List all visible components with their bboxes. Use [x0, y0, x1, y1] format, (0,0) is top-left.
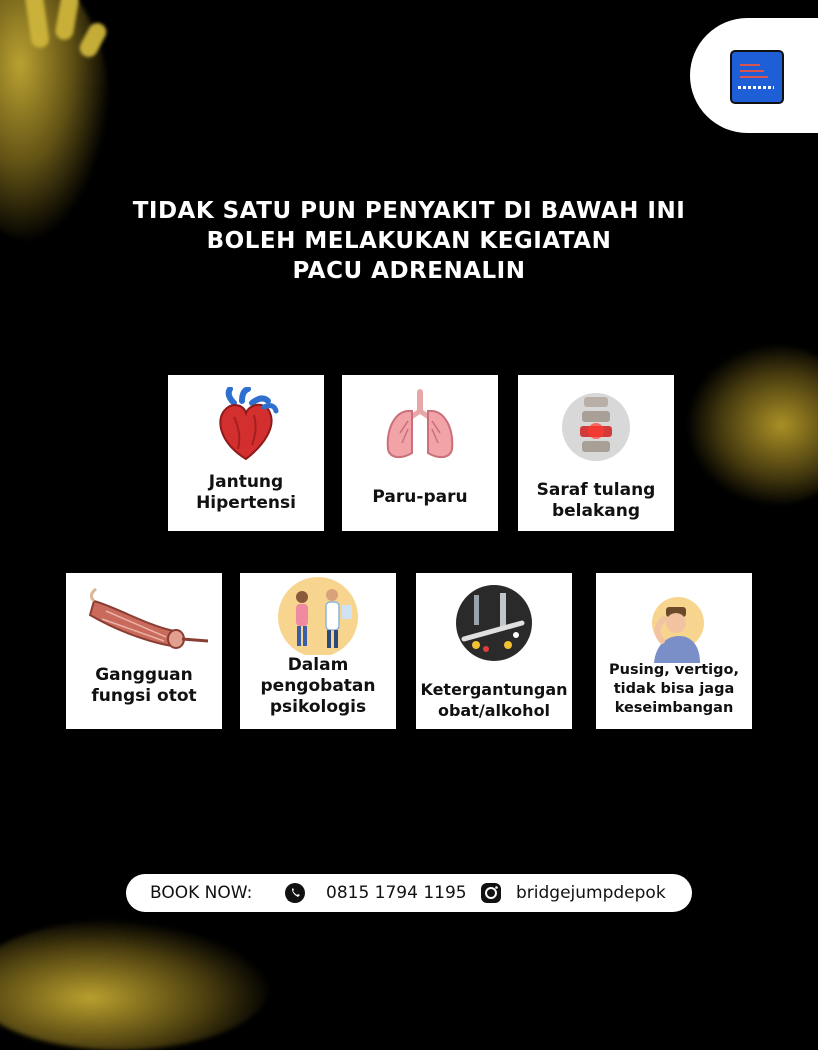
- therapy-icon: [240, 577, 396, 655]
- condition-card-dizziness: [596, 573, 752, 729]
- brand-logo: [730, 50, 784, 104]
- logo-badge: [690, 18, 818, 133]
- condition-label: Saraf tulang belakang: [536, 480, 656, 521]
- condition-card-spine: [518, 375, 674, 531]
- whatsapp-icon: [284, 882, 306, 904]
- headline-line: BOLEH MELAKUKAN KEGIATAN: [206, 228, 612, 254]
- condition-label: Jantung Hipertensi: [196, 472, 296, 513]
- gold-paint-smear-right: [688, 345, 818, 505]
- condition-card-heart: [168, 375, 324, 531]
- condition-label: Ketergantungan obat/alkohol: [420, 680, 568, 720]
- booking-bar: [126, 874, 692, 912]
- headline-line: TIDAK SATU PUN PENYAKIT DI BAWAH INI: [132, 198, 686, 224]
- condition-label: Pusing, vertigo, tidak bisa jaga keseimbangan: [609, 662, 739, 716]
- instagram-icon: [480, 882, 502, 904]
- phone-number[interactable]: 0815 1794 1195: [326, 883, 467, 903]
- condition-card-addiction: [416, 573, 572, 729]
- condition-card-muscle: [66, 573, 222, 729]
- book-now-label: BOOK NOW:: [150, 883, 253, 903]
- spine-icon: [518, 387, 674, 465]
- muscle-icon: [66, 585, 222, 663]
- instagram-handle[interactable]: bridgejumpdepok: [516, 883, 666, 903]
- condition-card-lungs: [342, 375, 498, 531]
- headline-line: PACU ADRENALIN: [292, 258, 526, 284]
- gold-paint-smear-bottom-left: [0, 920, 270, 1050]
- heart-icon: [168, 387, 324, 465]
- drugs-icon: [416, 585, 572, 663]
- dizzy-person-icon: [596, 585, 752, 663]
- condition-label: Gangguan fungsi otot: [91, 665, 197, 706]
- condition-label: Dalam pengobatan psikologis: [260, 655, 376, 717]
- condition-label: Paru-paru: [372, 487, 468, 507]
- headline: [0, 196, 818, 286]
- condition-card-psychology: [240, 573, 396, 729]
- lungs-icon: [342, 387, 498, 465]
